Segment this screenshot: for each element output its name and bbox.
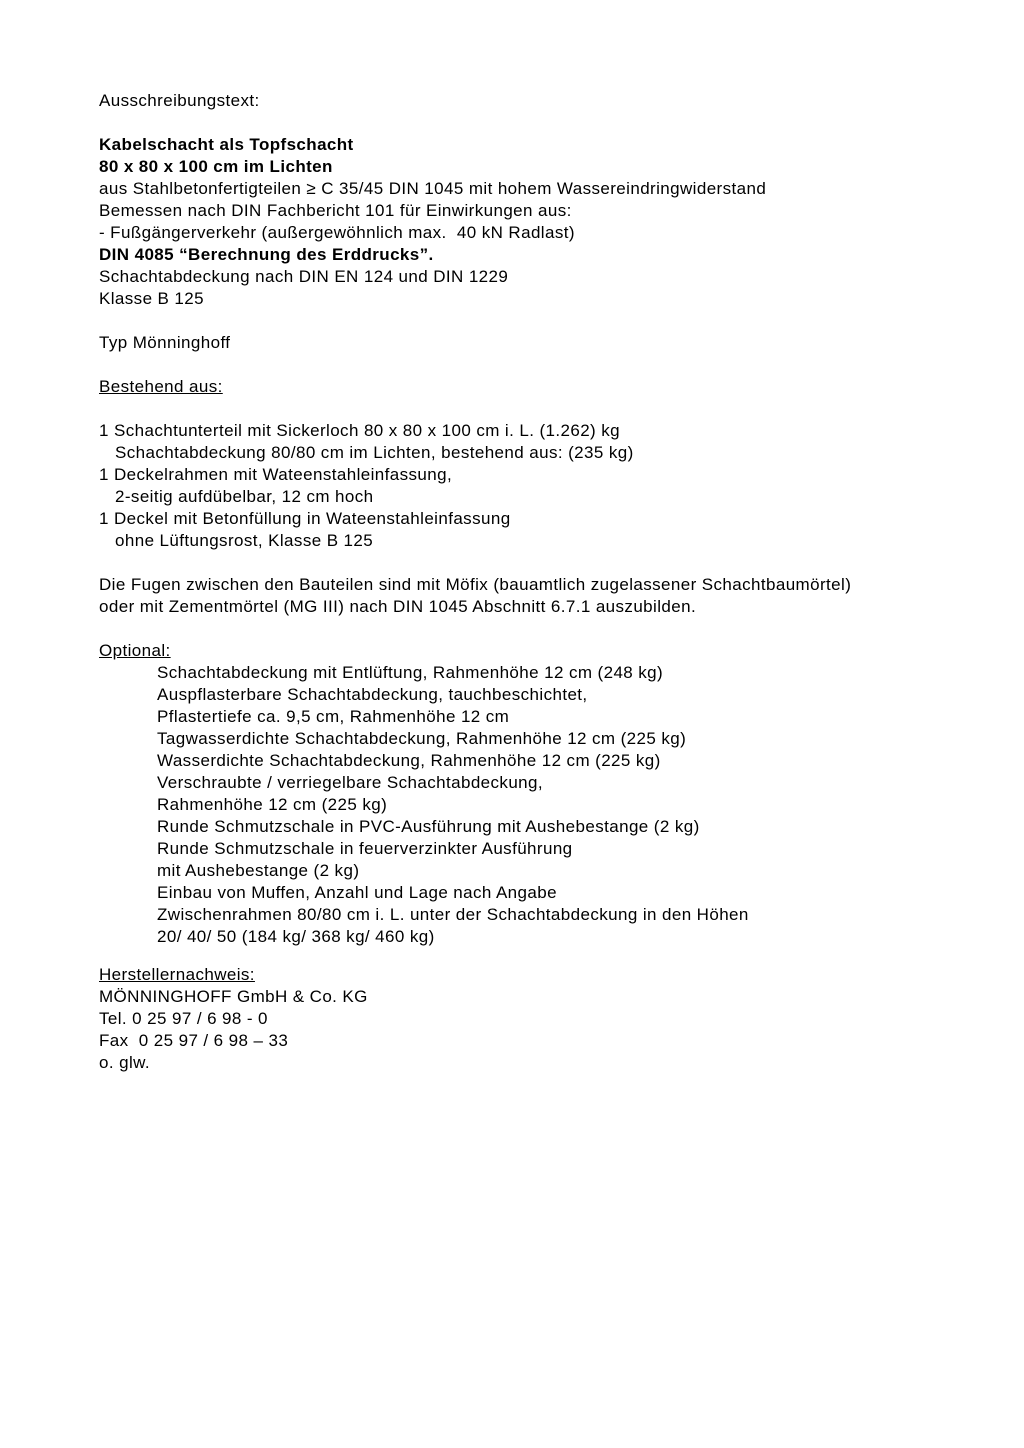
optional-item: 20/ 40/ 50 (184 kg/ 368 kg/ 460 kg) — [157, 927, 435, 946]
blank-line — [99, 398, 969, 420]
manufacturer-fax: Fax 0 25 97 / 6 98 – 33 — [99, 1031, 289, 1050]
din-earth-pressure-note: DIN 4085 “Berechnung des Erddrucks”. — [99, 245, 434, 264]
component-text: Schachtunterteil mit Sickerloch 80 x 80 x 100 cm i. L. (1.262) kg — [113, 421, 620, 440]
component-text: Deckelrahmen mit Wateenstahleinfassung, — [113, 465, 453, 484]
optional-item: mit Aushebestange (2 kg) — [157, 861, 360, 880]
blank-line — [99, 354, 969, 376]
optional-item: Zwischenrahmen 80/80 cm i. L. unter der Schachtabdeckung in den Höhen — [157, 905, 749, 924]
blank-line — [99, 552, 969, 574]
cover-standard-line: Schachtabdeckung nach DIN EN 124 und DIN 1229 — [99, 267, 509, 286]
manufacturer-tel: Tel. 0 25 97 / 6 98 - 0 — [99, 1009, 268, 1028]
component-item-3-continuation: ohne Lüftungsrost, Klasse B 125 — [115, 531, 374, 550]
component-item-3 — [99, 508, 969, 530]
blank-line — [99, 948, 969, 964]
optional-item: Auspflasterbare Schachtabdeckung, tauchbeschichtet, — [157, 685, 588, 704]
load-case-line: - Fußgängerverkehr (außergewöhnlich max. 40 kN Radlast) — [99, 223, 575, 242]
design-basis-line: Bemessen nach DIN Fachbericht 101 für Einwirkungen aus: — [99, 201, 572, 220]
product-title-line1: Kabelschacht als Topfschacht — [99, 135, 354, 154]
component-text: Deckel mit Betonfüllung in Wateenstahleinfassung — [113, 509, 511, 528]
blank-line — [99, 112, 969, 134]
joint-mortar-note-line2: oder mit Zementmörtel (MG III) nach DIN 1045 Abschnitt 6.7.1 auszubilden. — [99, 597, 697, 616]
optional-item: Einbau von Muffen, Anzahl und Lage nach Angabe — [157, 883, 557, 902]
components-heading: Bestehend aus: — [99, 377, 223, 396]
intro-label: Ausschreibungstext: — [99, 91, 260, 110]
optional-heading: Optional: — [99, 641, 171, 660]
document-content — [99, 90, 969, 1074]
component-qty: 1 — [99, 421, 109, 440]
component-item-1-continuation: Schachtabdeckung 80/80 cm im Lichten, bestehend aus: (235 kg) — [115, 443, 634, 462]
optional-item: Runde Schmutzschale in feuerverzinkter Ausführung — [157, 839, 573, 858]
manufacturer-name: MÖNNINGHOFF GmbH & Co. KG — [99, 987, 368, 1006]
optional-item: Wasserdichte Schachtabdeckung, Rahmenhöhe 12 cm (225 kg) — [157, 751, 661, 770]
component-qty: 1 — [99, 509, 109, 528]
manufacturer-heading: Herstellernachweis: — [99, 965, 255, 984]
optional-item: Verschraubte / verriegelbare Schachtabdeckung, — [157, 773, 544, 792]
optional-item: Pflastertiefe ca. 9,5 cm, Rahmenhöhe 12 cm — [157, 707, 510, 726]
material-spec-line: aus Stahlbetonfertigteilen ≥ C 35/45 DIN 1045 mit hohem Wassereindringwiderstand — [99, 179, 767, 198]
blank-line — [99, 618, 969, 640]
component-item-1 — [99, 420, 969, 442]
optional-item: Runde Schmutzschale in PVC-Ausführung mit Aushebestange (2 kg) — [157, 817, 700, 836]
blank-line — [99, 310, 969, 332]
optional-item: Schachtabdeckung mit Entlüftung, Rahmenhöhe 12 cm (248 kg) — [157, 663, 664, 682]
optional-item: Tagwasserdichte Schachtabdeckung, Rahmenhöhe 12 cm (225 kg) — [157, 729, 687, 748]
component-qty: 1 — [99, 465, 109, 484]
product-type-line: Typ Mönninghoff — [99, 333, 231, 352]
cover-class-line: Klasse B 125 — [99, 289, 204, 308]
component-item-2 — [99, 464, 969, 486]
product-title-line2: 80 x 80 x 100 cm im Lichten — [99, 157, 333, 176]
optional-item: Rahmenhöhe 12 cm (225 kg) — [157, 795, 388, 814]
equivalent-note: o. glw. — [99, 1053, 150, 1072]
joint-mortar-note-line1: Die Fugen zwischen den Bauteilen sind mit Möfix (bauamtlich zugelassener Schachtbaumörtel) — [99, 575, 852, 594]
component-item-2-continuation: 2-seitig aufdübelbar, 12 cm hoch — [115, 487, 374, 506]
